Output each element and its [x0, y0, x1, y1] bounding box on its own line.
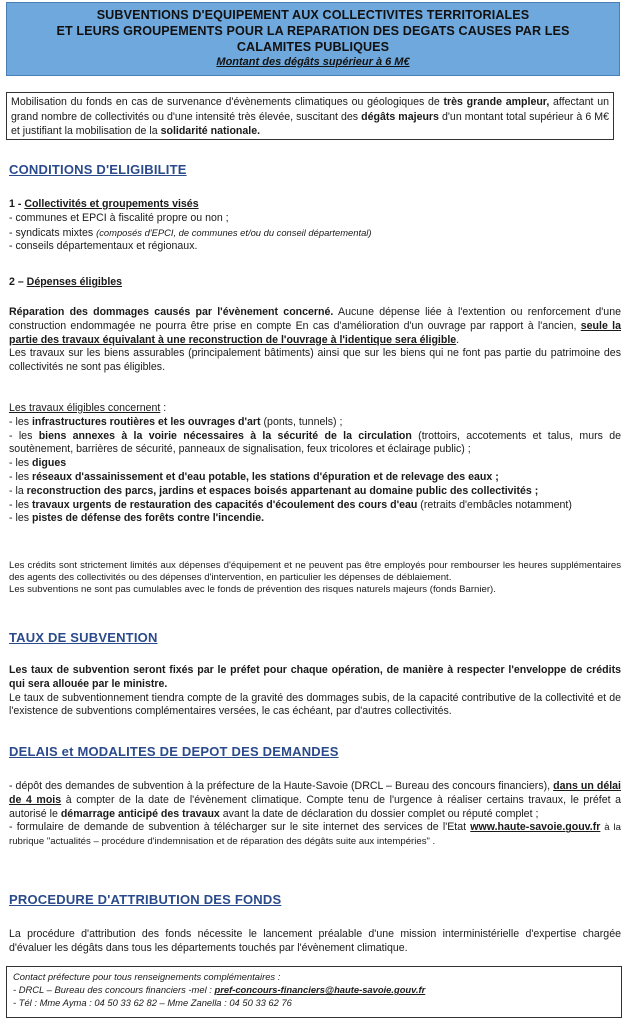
section-2-title: Dépenses éligibles [26, 276, 123, 288]
taux-body [9, 664, 621, 719]
paragraph-text: Aucune dépense liée à l'extention ou renforcement d'une construction endommagée ne pourra être prise en compte En cas d'amélioration d'un ouvrage par rapport à l'ancien, [9, 306, 621, 332]
delais-title: DELAIS et MODALITES DE DEPOT DES DEMANDES [9, 744, 339, 759]
conditions-section-2-body [9, 306, 621, 375]
section-2-num: 2 – [9, 276, 27, 288]
list-item: - les travaux urgents de restauration des capacités d'écoulement des cours d'eau (retraits d'embâcles notamment) [9, 498, 572, 511]
conditions-section-1 [9, 198, 621, 254]
header-banner [6, 2, 620, 76]
list-item: - les réseaux d'assainissement et d'eau potable, les stations d'épuration et de relevage des eaux ; [9, 470, 499, 483]
list-item: - la reconstruction des parcs, jardins et espaces boisés appartenant au domaine public des collectivités ; [9, 484, 539, 497]
header-title-line-2: ET LEURS GROUPEMENTS POUR LA REPARATION DES DEGATS CAUSES PAR LES [56, 24, 570, 38]
list-item: - les infrastructures routières et les ouvrages d'art (ponts, tunnels) ; [9, 415, 343, 428]
procedure-title: PROCEDURE D'ATTRIBUTION DES FONDS [9, 892, 282, 907]
contact-heading: Contact préfecture pour tous renseignements complémentaires : [13, 971, 281, 982]
taux-title: TAUX DE SUBVENTION [9, 630, 158, 645]
header-subtitle: Montant des dégâts supérieur à 6 M€ [216, 56, 410, 68]
note: Les subventions ne sont pas cumulables avec le fonds de prévention des risques naturels majeurs (fonds Barnier). [9, 584, 496, 596]
conditions-title: CONDITIONS D'ELIGIBILITE [9, 162, 187, 177]
section-1-heading [9, 198, 621, 212]
list-item: - les biens annexes à la voirie nécessaires à la sécurité de la circulation (trottoirs, accotements et talus, murs de soutènement, barrières de sécurité, panneaux de signalisation, feux tricolores et éclairage public) ; [9, 429, 621, 456]
list-item: - dépôt des demandes de subvention à la préfecture de la Haute-Savoie (DRCL – Bureau des concours financiers), dans un délai de 4 mois à compter de la date de l'évènement climatique. Compte tenu de l'urgence à réaliser certains travaux, le préfet a autorisé le démarrage anticipé des travaux avant la date de déclaration du dossier complet ou réputé complet ; [9, 780, 621, 820]
contact-phone-line: - Tél : Mme Ayma : 04 50 33 62 82 – Mme Zanella : 04 50 33 62 76 [13, 997, 292, 1008]
conditions-notes [9, 560, 621, 597]
intro-text-3: d'un montant total supérieur à 6 M€ et justifiant la mobilisation de la [11, 110, 609, 137]
intro-bold-3: solidarité nationale. [160, 125, 261, 137]
delais-body [9, 780, 621, 849]
intro-text-1: Mobilisation du fonds en cas de survenance d'évènements climatiques ou géologiques de [11, 96, 444, 108]
eligible-works-list [9, 402, 621, 526]
paragraph-bold: Les taux de subvention seront fixés par le préfet pour chaque opération, de manière à respecter l'enveloppe de crédits qui sera allouée par le ministre. [9, 664, 621, 690]
list-item [9, 226, 621, 241]
intro-box [6, 92, 614, 140]
intro-text-2: affectant un grand nombre de collectivités ou d'une intensité très élevée, suscitant des [11, 96, 609, 123]
intro-bold-2: dégâts majeurs [361, 110, 439, 123]
list-item: - conseils départementaux et régionaux. [9, 240, 198, 253]
paragraph: Le taux de subventionnement tiendra compte de la gravité des dommages subis, de la capacité contributive de la collectivité et de l'existence de subventions complémentaires versées, le cas échéant, par d'autres collectivités. [9, 691, 621, 718]
deadline-text: dans un délai de 4 mois [9, 780, 621, 806]
list-item: - les pistes de défense des forêts contre l'incendie. [9, 512, 265, 525]
list-item: - formulaire de demande de subvention à télécharger sur le site internet des services de l'Etat www.haute-savoie.gouv.fr à la rubrique "actualités – procédure d'indemnisation et de réparation des dégâts suite aux intempéries" . [9, 821, 622, 848]
contact-box [6, 966, 622, 1018]
list-item-note: (composés d'EPCI, de communes et/ou du conseil départemental) [96, 226, 372, 238]
works-intro-label: Les travaux éligibles concernent [9, 402, 161, 414]
note: Les crédits sont strictement limités aux dépenses d'équipement et ne peuvent pas être employés pour rembourser les heures supplémentaires des agents des collectivités ou des dépenses d'intervention, en particulier les dépenses de déblaiement. [9, 560, 621, 584]
contact-email-line: - DRCL – Bureau des concours financiers -mel : pref-concours-financiers@haute-savoie.gouv.fr [13, 984, 426, 995]
header-title-line-1: SUBVENTIONS D'EQUIPEMENT AUX COLLECTIVITES TERRITORIALES [96, 8, 530, 22]
list-item: - les digues [9, 457, 67, 470]
section-1-num: 1 - [9, 198, 25, 210]
header-title-line-3: CALAMITES PUBLIQUES [236, 40, 390, 54]
paragraph: Les travaux sur les biens assurables (principalement bâtiments) ainsi que sur les biens qui ne font pas partie du patrimoine des collectivités ne sont pas éligibles. [9, 347, 621, 374]
procedure-body [9, 928, 621, 956]
works-intro [9, 402, 621, 416]
website-link[interactable]: www.haute-savoie.gouv.fr [470, 821, 601, 834]
paragraph-end: . [456, 333, 460, 346]
works-intro-colon: : [160, 402, 167, 414]
paragraph-underlined: seule la partie des travaux équivalant à une reconstruction de l'ouvrage à l'identique sera éligible [9, 319, 621, 346]
section-1-title: Collectivités et groupements visés [24, 198, 199, 210]
paragraph [9, 306, 621, 347]
list-item-text: - syndicats mixtes [9, 226, 97, 239]
paragraph: La procédure d'attribution des fonds nécessite le lancement préalable d'une mission interministérielle d'expertise chargée d'évaluer les dégâts dans tous les départements touchés par l'évènement climatique. [9, 928, 621, 954]
intro-bold-1: très grande ampleur, [443, 96, 550, 108]
contact-email-link[interactable]: pref-concours-financiers@haute-savoie.gouv.fr [214, 984, 426, 995]
list-item: - communes et EPCI à fiscalité propre ou non ; [9, 211, 229, 224]
conditions-section-2-heading [9, 276, 621, 290]
paragraph-bold: Réparation des dommages causés par l'évènement concerné. [9, 306, 334, 318]
